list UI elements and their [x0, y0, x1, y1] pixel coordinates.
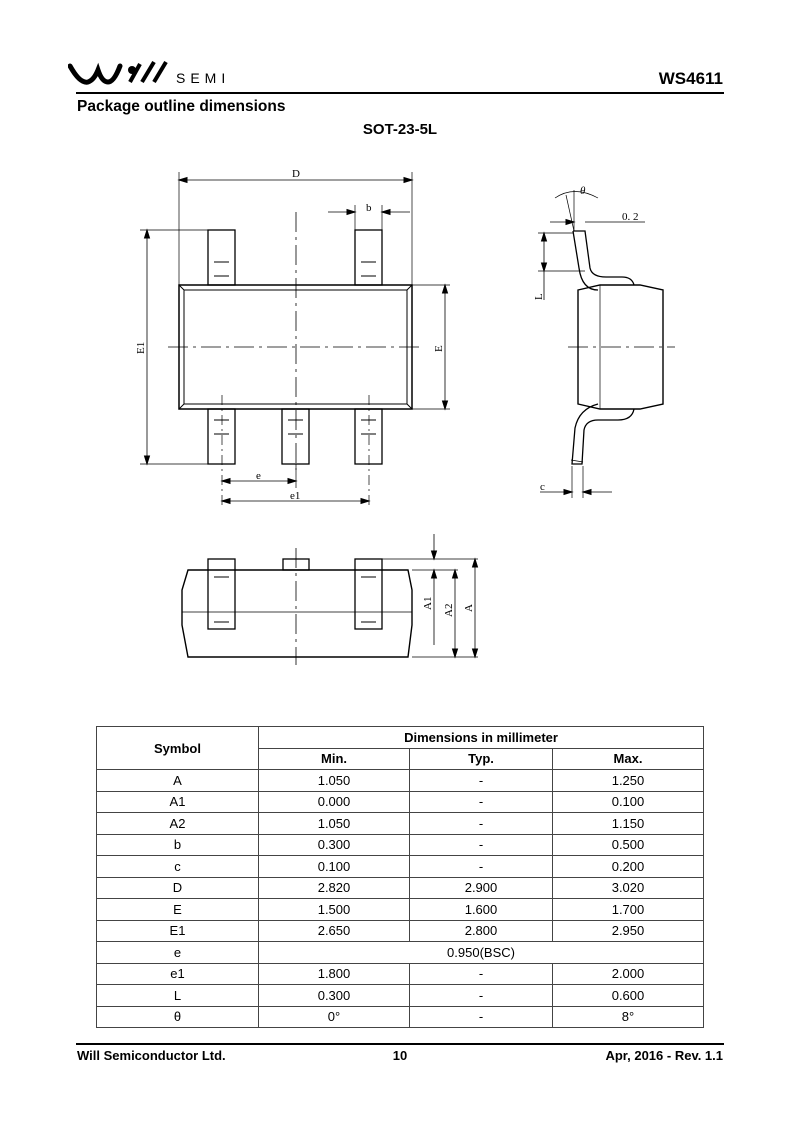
- cell-min: 0.300: [259, 985, 410, 1007]
- cell-symbol: E1: [97, 920, 259, 942]
- label-lead-tolerance: 0. 2: [622, 211, 639, 223]
- cell-typ: -: [410, 963, 553, 985]
- cell-min: 0.000: [259, 791, 410, 813]
- cell-symbol: E: [97, 899, 259, 921]
- cell-symbol: e1: [97, 963, 259, 985]
- table-row: [97, 899, 704, 921]
- cell-typ: -: [410, 1006, 553, 1028]
- cell-min: 0°: [259, 1006, 410, 1028]
- symbol-header: Symbol: [97, 727, 259, 770]
- footer-divider: [76, 1043, 724, 1045]
- section-title: Package outline dimensions: [77, 98, 286, 115]
- header-divider: [76, 92, 724, 94]
- label-theta: θ: [580, 185, 586, 197]
- cell-max: 1.250: [553, 770, 704, 792]
- cell-symbol: θ: [97, 1006, 259, 1028]
- cell-max: 2.000: [553, 963, 704, 985]
- label-L: L: [533, 293, 545, 300]
- cell-symbol: L: [97, 985, 259, 1007]
- top-view: [140, 172, 450, 505]
- label-E1: E1: [135, 341, 147, 354]
- table-row: [97, 985, 704, 1007]
- cell-max: 0.100: [553, 791, 704, 813]
- cell-symbol: e: [97, 942, 259, 964]
- cell-symbol: A: [97, 770, 259, 792]
- table-row: [97, 1006, 704, 1028]
- cell-typ: 2.800: [410, 920, 553, 942]
- label-b: b: [366, 202, 372, 214]
- cell-min: 1.050: [259, 813, 410, 835]
- side-view: [538, 190, 675, 498]
- cell-symbol: A1: [97, 791, 259, 813]
- cell-symbol: D: [97, 877, 259, 899]
- table-row: [97, 813, 704, 835]
- page-number: 10: [392, 1048, 408, 1063]
- cell-max: 8°: [553, 1006, 704, 1028]
- footer-revision: Apr, 2016 - Rev. 1.1: [605, 1048, 723, 1063]
- cell-typ: -: [410, 770, 553, 792]
- cell-symbol: c: [97, 856, 259, 878]
- part-number: WS4611: [658, 69, 723, 88]
- cell-typ: -: [410, 985, 553, 1007]
- label-D: D: [292, 168, 300, 180]
- table-row: [97, 877, 704, 899]
- label-E: E: [433, 345, 445, 352]
- cell-max: 0.600: [553, 985, 704, 1007]
- cell-merged-value: 0.950(BSC): [259, 942, 704, 964]
- table-row: [97, 942, 704, 964]
- cell-min: 0.300: [259, 834, 410, 856]
- dimensions-table: [96, 726, 704, 1028]
- cell-min: 2.650: [259, 920, 410, 942]
- max-header: Max.: [553, 748, 704, 770]
- cell-max: 1.150: [553, 813, 704, 835]
- table-row: [97, 920, 704, 942]
- cell-min: 1.050: [259, 770, 410, 792]
- cell-typ: -: [410, 856, 553, 878]
- cell-max: 0.500: [553, 834, 704, 856]
- cell-min: 1.500: [259, 899, 410, 921]
- cell-max: 2.950: [553, 920, 704, 942]
- cell-min: 0.100: [259, 856, 410, 878]
- logo-text: SEMI: [176, 70, 231, 86]
- typ-header: Typ.: [410, 748, 553, 770]
- package-name: SOT-23-5L: [362, 121, 438, 138]
- label-A1: A1: [422, 596, 434, 610]
- cell-max: 3.020: [553, 877, 704, 899]
- cell-typ: -: [410, 791, 553, 813]
- cell-typ: -: [410, 813, 553, 835]
- label-A2: A2: [443, 603, 455, 617]
- min-header: Min.: [259, 748, 410, 770]
- cell-symbol: b: [97, 834, 259, 856]
- cell-min: 1.800: [259, 963, 410, 985]
- footer-company: Will Semiconductor Ltd.: [77, 1048, 226, 1063]
- cell-symbol: A2: [97, 813, 259, 835]
- table-row: [97, 963, 704, 985]
- cell-typ: 2.900: [410, 877, 553, 899]
- cell-min: 2.820: [259, 877, 410, 899]
- table-row: [97, 856, 704, 878]
- label-A: A: [463, 604, 475, 612]
- table-row: [97, 770, 704, 792]
- package-outline-drawing: [0, 150, 800, 670]
- cell-max: 0.200: [553, 856, 704, 878]
- dimensions-group-header: Dimensions in millimeter: [259, 727, 704, 749]
- cell-max: 1.700: [553, 899, 704, 921]
- cell-typ: -: [410, 834, 553, 856]
- cell-typ: 1.600: [410, 899, 553, 921]
- table-row: [97, 791, 704, 813]
- table-row: [97, 834, 704, 856]
- label-c: c: [540, 481, 545, 493]
- label-e: e: [256, 470, 261, 482]
- label-e1: e1: [290, 490, 301, 502]
- dimensions-table-body: [97, 770, 704, 1028]
